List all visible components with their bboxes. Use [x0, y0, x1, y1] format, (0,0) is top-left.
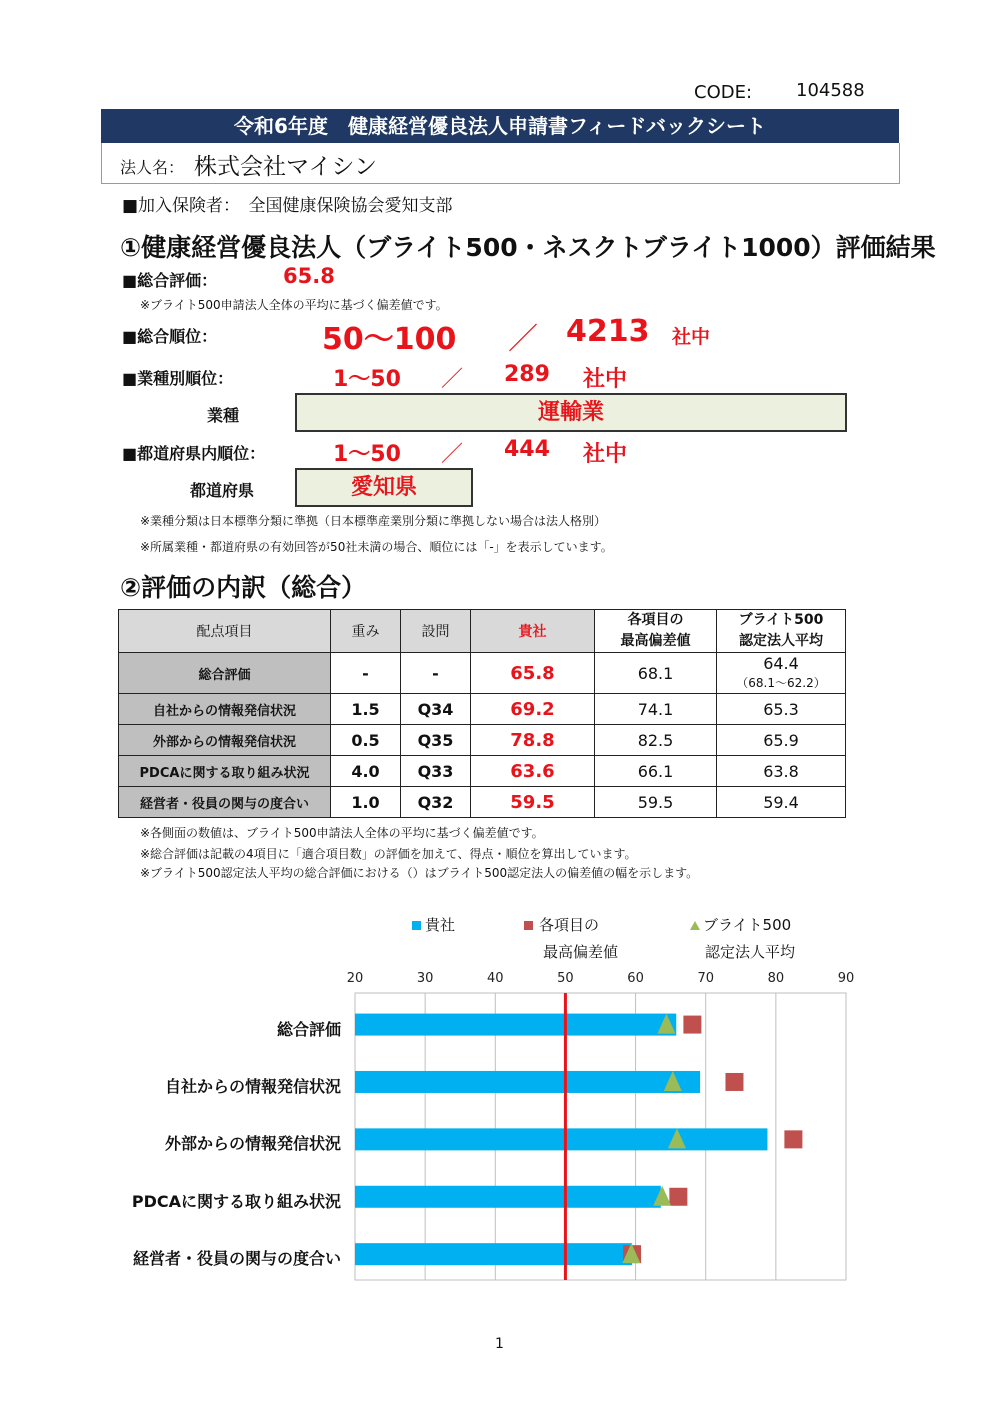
section2-heading: ②評価の内訳（総合） — [120, 573, 367, 602]
row-max: 68.1 — [595, 653, 717, 694]
col-header-weight: 重み — [331, 610, 401, 653]
x-tick-label: 70 — [697, 971, 714, 986]
x-tick-label: 80 — [767, 971, 785, 986]
rank-label: ■総合順位： — [122, 327, 218, 346]
classification-note: ※業種分類は日本標準分類に準拠（日本標準産業別分類に準拠しない場合は法人格別） — [140, 514, 607, 528]
industry-slash: ／ — [441, 367, 464, 392]
category-label: 経営者・役員の関与の度合い — [132, 1249, 341, 1269]
industry-total: 289 — [504, 362, 550, 387]
row-score: 63.6 — [471, 756, 595, 787]
legend-company: 貴社 — [412, 914, 455, 935]
corp-label: 法人名： — [120, 158, 185, 177]
pref-unit: 社中 — [583, 442, 628, 467]
row-item: 自社からの情報発信状況 — [119, 694, 331, 725]
pref-name-box: 愛知県 — [295, 468, 473, 507]
table-note-3: ※ブライト500認定法人平均の総合評価における（）はブライト500認定法人の偏差値の幅を示します。 — [140, 866, 699, 880]
legend-max: 各項目の — [524, 914, 599, 935]
col-header-question: 設問 — [401, 610, 471, 653]
table-note-1: ※各側面の数値は、ブライト500申請法人全体の平均に基づく偏差値です。 — [140, 826, 544, 840]
industry-unit: 社中 — [583, 367, 628, 392]
row-weight: 1.5 — [331, 694, 401, 725]
code-label: CODE: — [694, 82, 753, 103]
marker-max — [784, 1130, 802, 1148]
overall-note: ※ブライト500申請法人全体の平均に基づく偏差値です。 — [140, 298, 448, 312]
row-item: 総合評価 — [119, 653, 331, 694]
x-tick-label: 60 — [627, 971, 644, 986]
row-item: PDCAに関する取り組み状況 — [119, 756, 331, 787]
x-tick-label: 30 — [416, 971, 434, 986]
bar-company — [355, 1014, 676, 1036]
insurer: ■加入保険者： 全国健康保険協会愛知支部 — [122, 196, 453, 216]
page-number: 1 — [495, 1336, 504, 1352]
legend-avg-line2: 認定法人平均 — [705, 943, 796, 961]
pref-rank-label: ■都道府県内順位： — [122, 444, 266, 463]
row-avg: 65.3 — [717, 694, 846, 725]
col-header-company: 貴社 — [471, 610, 595, 653]
row-max: 74.1 — [595, 694, 717, 725]
row-max: 59.5 — [595, 787, 717, 818]
row-weight: - — [331, 653, 401, 694]
sheet-title: 令和6年度 健康経営優良法人申請書フィードバックシート — [101, 109, 899, 143]
category-label: 総合評価 — [276, 1019, 341, 1039]
row-question: Q33 — [401, 756, 471, 787]
x-tick-label: 90 — [837, 971, 855, 986]
row-weight: 0.5 — [331, 725, 401, 756]
row-score: 59.5 — [471, 787, 595, 818]
corp-name: 株式会社マイシン — [194, 154, 377, 180]
row-question: Q32 — [401, 787, 471, 818]
row-question: Q34 — [401, 694, 471, 725]
row-weight: 1.0 — [331, 787, 401, 818]
code-value: 104588 — [796, 80, 865, 101]
industry-rank-value: 1～50 — [333, 367, 401, 392]
row-avg: 64.4 （68.1～62.2） — [717, 653, 846, 694]
rank-unit: 社中 — [672, 326, 711, 348]
rank-slash: ／ — [508, 322, 538, 357]
rank-value: 50～100 — [322, 322, 457, 357]
legend-avg: ブライト500 — [690, 914, 791, 935]
category-label: 自社からの情報発信状況 — [164, 1076, 341, 1096]
bar-company — [355, 1128, 767, 1150]
x-tick-label: 40 — [487, 971, 504, 986]
industry-name-box: 運輸業 — [295, 393, 847, 432]
row-score: 69.2 — [471, 694, 595, 725]
col-header-max: 各項目の 最高偏差値 — [595, 610, 717, 653]
col-header-avg: ブライト500 認定法人平均 — [717, 610, 846, 653]
category-label: PDCAに関する取り組み状況 — [131, 1191, 341, 1211]
rank-total: 4213 — [566, 314, 650, 349]
row-avg: 65.9 — [717, 725, 846, 756]
row-question: - — [401, 653, 471, 694]
bar-company — [355, 1071, 700, 1093]
x-tick-label: 50 — [557, 971, 574, 986]
pref-slash: ／ — [441, 442, 464, 467]
section1-heading: ①健康経営優良法人（ブライト500・ネスクトブライト1000）評価結果 — [120, 233, 936, 262]
chart-ticks — [347, 971, 855, 986]
col-header-item: 配点項目 — [119, 610, 331, 653]
bar-company — [355, 1186, 661, 1208]
pref-total: 444 — [504, 437, 550, 462]
row-max: 66.1 — [595, 756, 717, 787]
row-score: 65.8 — [471, 653, 595, 694]
marker-max — [725, 1073, 743, 1091]
legend-max-line2: 最高偏差値 — [543, 943, 619, 961]
row-max: 82.5 — [595, 725, 717, 756]
industry-label: 業種 — [207, 406, 240, 425]
industry-rank-label: ■業種別順位： — [122, 369, 234, 388]
row-weight: 4.0 — [331, 756, 401, 787]
row-score: 78.8 — [471, 725, 595, 756]
table-note-2: ※総合評価は記載の4項目に「適合項目数」の評価を加えて、得点・順位を算出しています。 — [140, 847, 637, 861]
x-tick-label: 20 — [346, 971, 364, 986]
marker-max — [683, 1016, 701, 1034]
bar-company — [355, 1243, 632, 1265]
pref-label: 都道府県 — [190, 481, 255, 500]
overall-label: ■総合評価： — [122, 271, 218, 290]
row-avg: 59.4 — [717, 787, 846, 818]
row-item: 外部からの情報発信状況 — [119, 725, 331, 756]
marker-max — [669, 1188, 687, 1206]
row-item: 経営者・役員の関与の度合い — [119, 787, 331, 818]
row-avg: 63.8 — [717, 756, 846, 787]
rank-note: ※所属業種・都道府県の有効回答が50社未満の場合、順位には「-」を表示しています。 — [140, 540, 613, 554]
overall-value: 65.8 — [283, 264, 335, 288]
category-label: 外部からの情報発信状況 — [164, 1134, 341, 1154]
row-question: Q35 — [401, 725, 471, 756]
pref-rank-value: 1～50 — [333, 442, 401, 467]
